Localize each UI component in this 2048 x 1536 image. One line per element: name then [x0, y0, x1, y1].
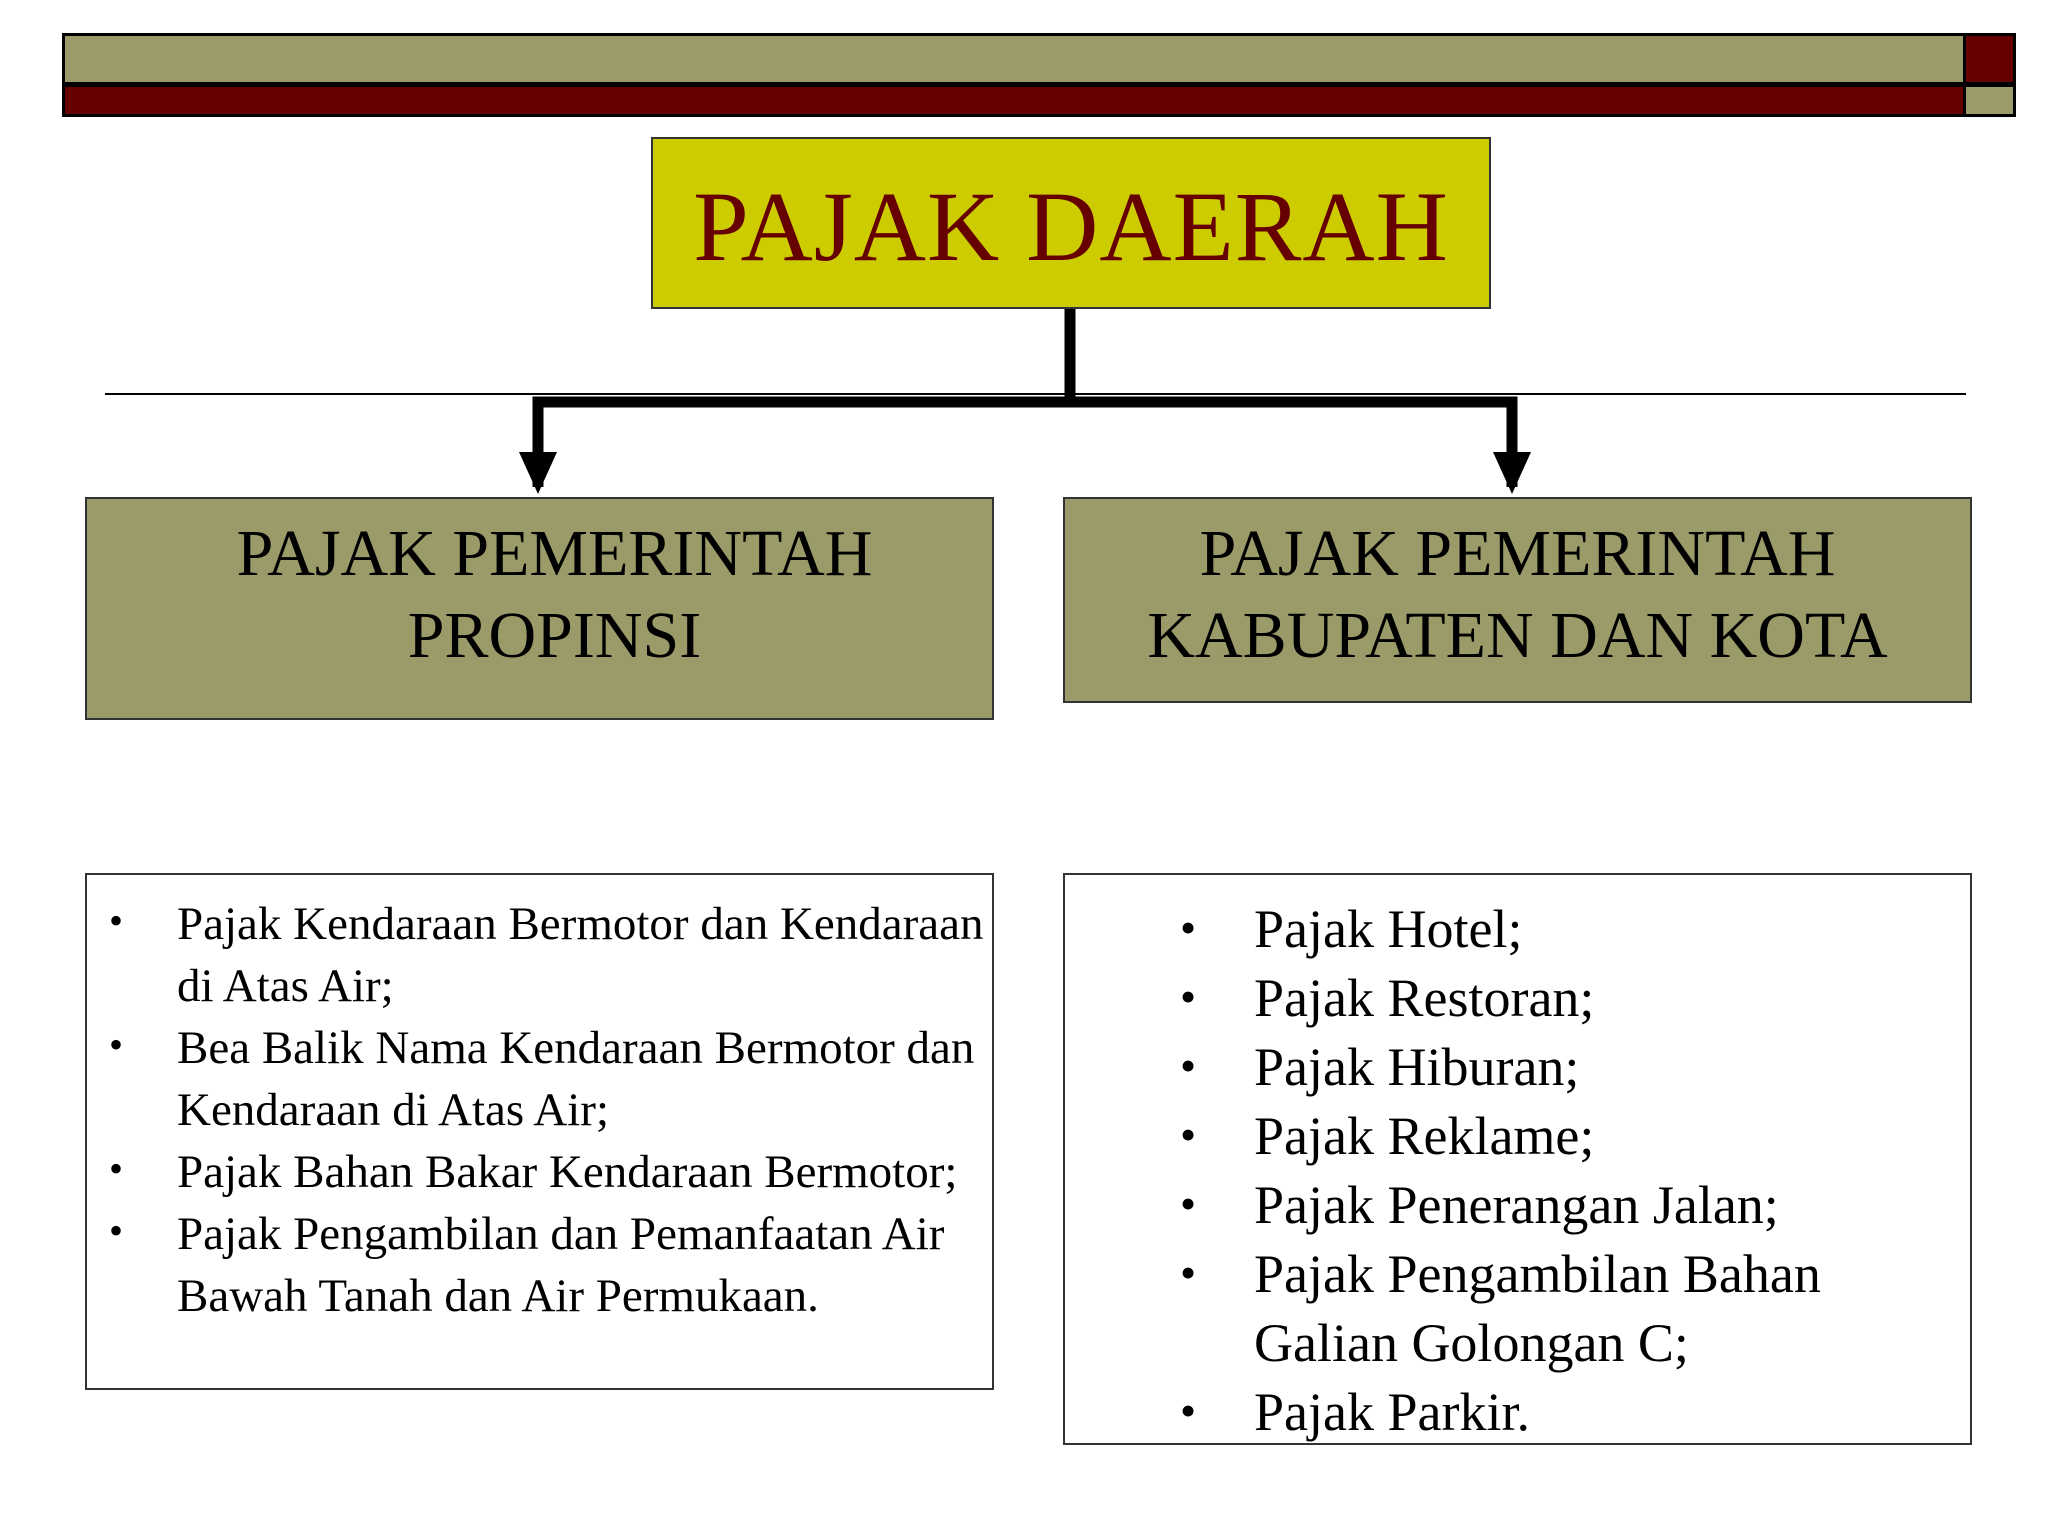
- list-item-text: Pajak Pengambilan dan Pemanfaatan Air Bawah Tanah dan Air Permukaan.: [177, 1208, 945, 1322]
- list-item-text: Pajak Penerangan Jalan;: [1254, 1175, 1779, 1235]
- list-item-text: Pajak Reklame;: [1254, 1106, 1595, 1166]
- list-item: [1180, 1240, 1970, 1378]
- category-title-line: PAJAK PEMERINTAH: [1199, 517, 1836, 590]
- bullet-icon: •: [1180, 902, 1197, 953]
- bullet-icon: •: [1180, 971, 1197, 1022]
- header-bar-olive: [62, 33, 1967, 85]
- header-corner-square-top: [1963, 33, 2016, 85]
- list-item: [1180, 1102, 1970, 1171]
- category-title-line: PAJAK PEMERINTAH: [236, 517, 873, 590]
- branch-connector: [538, 402, 1512, 487]
- list-item-text: Pajak Parkir.: [1254, 1382, 1530, 1442]
- bullet-icon: •: [109, 1022, 124, 1067]
- bullet-icon: •: [1180, 1247, 1197, 1298]
- tax-list-propinsi: [85, 873, 994, 1390]
- bullet-icon: •: [109, 1208, 124, 1253]
- list-item: [1180, 1378, 1970, 1447]
- list-item: [1180, 895, 1970, 964]
- bullet-icon: •: [109, 1146, 124, 1191]
- arrow-head-right: [1493, 452, 1531, 494]
- arrow-head-left: [519, 452, 557, 494]
- list-item-text: Pajak Hotel;: [1254, 899, 1523, 959]
- header-bar-maroon: [62, 84, 1967, 117]
- list-item-text: Pajak Kendaraan Bermotor dan Kendaraan di Atas Air;: [177, 898, 984, 1012]
- bullet-icon: •: [1180, 1385, 1197, 1436]
- list-item: [105, 893, 992, 1017]
- category-title-line: KABUPATEN DAN KOTA: [1147, 599, 1888, 672]
- bullet-icon: •: [109, 898, 124, 943]
- list-item: [1180, 964, 1970, 1033]
- list-item: [1180, 1171, 1970, 1240]
- list-item-text: Pajak Restoran;: [1254, 968, 1595, 1028]
- list-item: [1180, 1033, 1970, 1102]
- bullet-icon: •: [1180, 1178, 1197, 1229]
- bullet-icon: •: [1180, 1040, 1197, 1091]
- category-box-kabupaten-kota: [1063, 497, 1972, 703]
- list-item-text: Pajak Hiburan;: [1254, 1037, 1580, 1097]
- bullet-icon: •: [1180, 1109, 1197, 1160]
- header-corner-square-bottom: [1963, 84, 2016, 117]
- category-box-propinsi: [85, 497, 994, 720]
- list-item-text: Pajak Bahan Bakar Kendaraan Bermotor;: [177, 1146, 958, 1198]
- list-item-text: Bea Balik Nama Kendaraan Bermotor dan Kendaraan di Atas Air;: [177, 1022, 975, 1136]
- tax-list-kabupaten-kota: [1063, 873, 1972, 1445]
- list-item-text: Pajak Pengambilan Bahan Galian Golongan C;: [1254, 1244, 1821, 1373]
- list-item: [105, 1017, 992, 1141]
- root-node-box: [651, 137, 1491, 309]
- root-node-title: PAJAK DAERAH: [693, 171, 1449, 282]
- list-item: [105, 1203, 992, 1327]
- list-item: [105, 1141, 992, 1203]
- category-title-line: PROPINSI: [407, 599, 702, 672]
